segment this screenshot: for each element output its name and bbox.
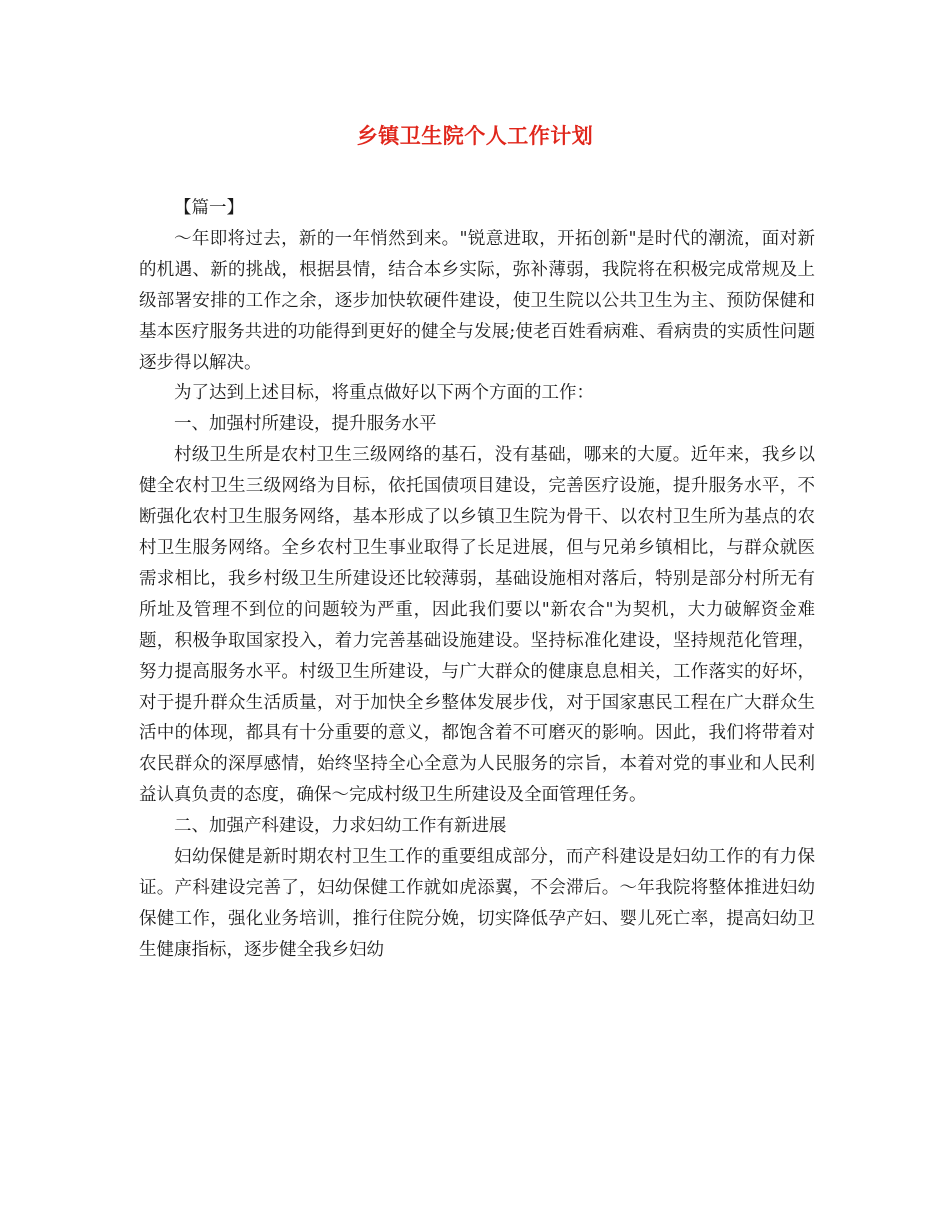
document-title: 乡镇卫生院个人工作计划 xyxy=(356,123,594,148)
document-body xyxy=(139,193,815,966)
section-label: 【篇一】 xyxy=(174,198,244,218)
paragraph-intro: ～年即将过去，新的一年悄然到来。"锐意进取，开拓创新"是时代的潮流，面对新的机遇、新的挑战，根据县情，结合本乡实际，弥补薄弱，我院将在积极完成常规及上级部署安排的工作之余，逐步加快软硬件建设，使卫生院以公共卫生为主、预防保健和基本医疗服务共进的功能得到更好的健全与发展;使老百姓看病难、看病贵的实质性问题逐步得以解决。 xyxy=(139,228,815,373)
paragraph-goal: 为了达到上述目标，将重点做好以下两个方面的工作： xyxy=(174,383,594,404)
heading-section-1: 一、加强村所建设，提升服务水平 xyxy=(174,414,437,435)
paragraph-section-1: 村级卫生所是农村卫生三级网络的基石，没有基础，哪来的大厦。近年来，我乡以健全农村卫生三级网络为目标，依托国债项目建设，完善医疗设施，提升服务水平，不断强化农村卫生服务网络，基本形成了以乡镇卫生院为骨干、以农村卫生所为基点的农村卫生服务网络。全乡农村卫生事业取得了长足进展，但与兄弟乡镇相比，与群众就医需求相比，我乡村级卫生所建设还比较薄弱，基础设施相对落后，特别是部分村所无有所址及管理不到位的问题较为严重，因此我们要以"新农合"为契机，大力破解资金难题，积极争取国家投入，着力完善基础设施建设。坚持标准化建设，坚持规范化管理，努力提高服务水平。村级卫生所建设，与广大群众的健康息息相关，工作落实的好坏，对于提升群众生活质量，对于加快全乡整体发展步伐，对于国家惠民工程在广大群众生活中的体现，都具有十分重要的意义，都饱含着不可磨灭的影响。因此，我们将带着对农民群众的深厚感情，始终坚持全心全意为人民服务的宗旨，本着对党的事业和人民利益认真负责的态度，确保～完成村级卫生所建设及全面管理任务。 xyxy=(139,445,815,806)
heading-section-2: 二、加强产科建设，力求妇幼工作有新进展 xyxy=(174,816,507,837)
paragraph-section-2: 妇幼保健是新时期农村卫生工作的重要组成部分，而产科建设是妇幼工作的有力保证。产科建设完善了，妇幼保健工作就如虎添翼，不会滞后。～年我院将整体推进妇幼保健工作，强化业务培训，推行住院分娩，切实降低孕产妇、婴儿死亡率，提高妇幼卫生健康指标，逐步健全我乡妇幼 xyxy=(139,847,815,960)
